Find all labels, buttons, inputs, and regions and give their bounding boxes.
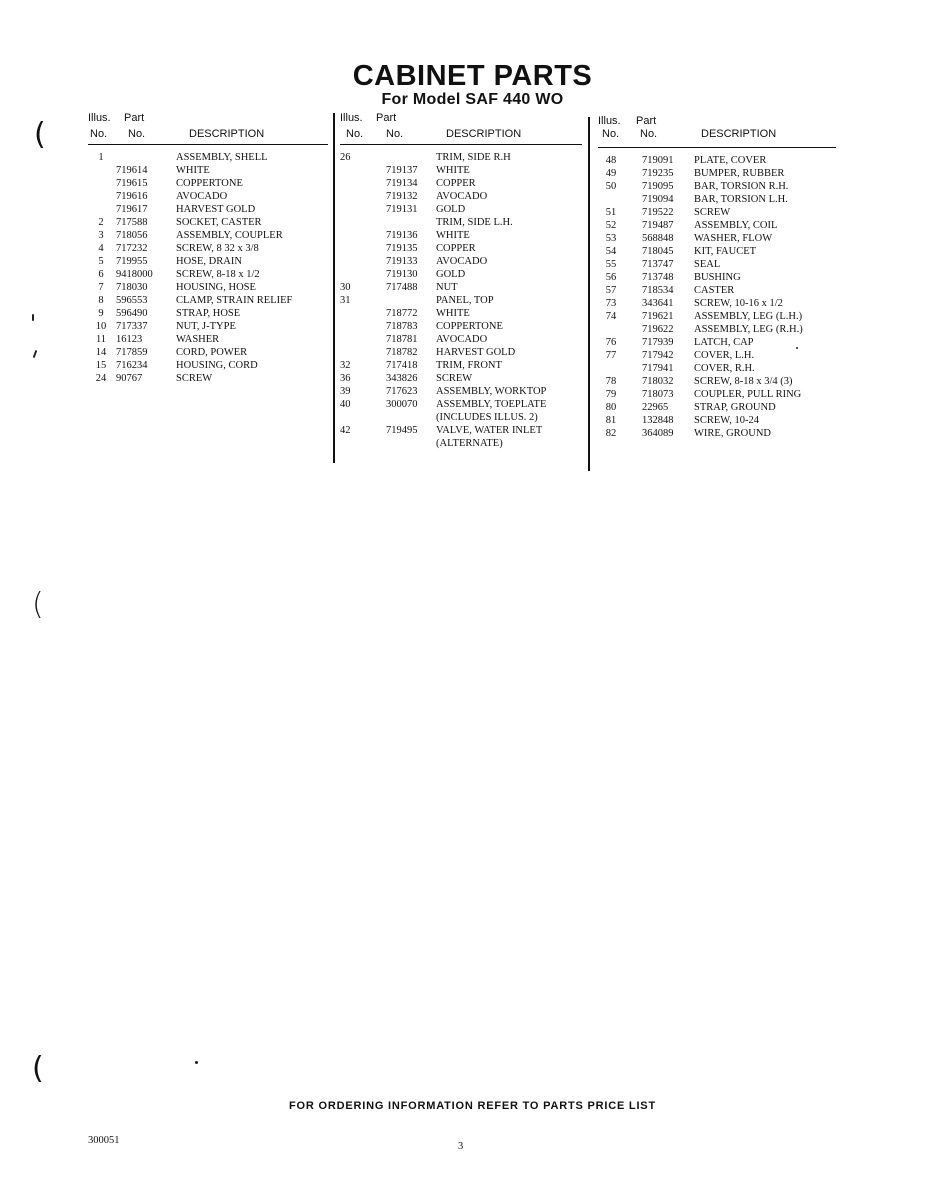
- part-description: COVER, R.H.: [694, 363, 755, 374]
- part-number: 713747: [642, 259, 674, 270]
- part-number: 719137: [386, 165, 418, 176]
- part-number: 718772: [386, 308, 418, 319]
- part-description: SCREW: [176, 373, 213, 384]
- table-row: [598, 401, 836, 414]
- part-number: 719135: [386, 243, 418, 254]
- header-illus-no: No.: [602, 128, 620, 140]
- part-number: 717942: [642, 350, 674, 361]
- part-description: BUMPER, RUBBER: [694, 168, 785, 179]
- column-header: [340, 112, 582, 145]
- illus-number: 51: [605, 207, 617, 218]
- part-description: ASSEMBLY, LEG (R.H.): [694, 324, 803, 335]
- table-row: [598, 349, 836, 362]
- scan-speck-icon: [195, 1061, 198, 1064]
- page-title: CABINET PARTS: [352, 60, 593, 92]
- header-description: DESCRIPTION: [701, 128, 777, 140]
- part-number: 719495: [386, 425, 418, 436]
- table-row: [340, 242, 582, 255]
- illus-number: 10: [95, 321, 107, 332]
- table-row: [88, 190, 328, 203]
- part-description: ASSEMBLY, COUPLER: [176, 230, 283, 241]
- illus-number: 74: [605, 311, 617, 322]
- table-row: [598, 362, 836, 375]
- part-description: WHITE: [436, 165, 470, 176]
- table-row: [598, 336, 836, 349]
- part-description: HOUSING, HOSE: [176, 282, 256, 293]
- part-description: BAR, TORSION L.H.: [694, 194, 788, 205]
- table-row: [598, 375, 836, 388]
- table-row: [88, 333, 328, 346]
- part-number: 9418000: [116, 269, 153, 280]
- table-row: [340, 164, 582, 177]
- parts-list: [598, 154, 836, 440]
- part-description: COPPERTONE: [176, 178, 243, 189]
- illus-number: 55: [605, 259, 617, 270]
- part-number: 343826: [386, 373, 418, 384]
- parts-column-2: [340, 112, 582, 450]
- table-row: [88, 281, 328, 294]
- illus-number: 81: [605, 415, 617, 426]
- part-number: 718056: [116, 230, 148, 241]
- part-number: 718781: [386, 334, 418, 345]
- part-number: 719235: [642, 168, 674, 179]
- table-row: [598, 284, 836, 297]
- part-number: 717418: [386, 360, 418, 371]
- illus-number: 2: [98, 217, 104, 228]
- part-description: CORD, POWER: [176, 347, 248, 358]
- part-number: 719134: [386, 178, 418, 189]
- part-description: GOLD: [436, 204, 466, 215]
- part-description: AVOCADO: [176, 191, 228, 202]
- scan-speck-icon: [796, 347, 798, 349]
- header-part-top: Part: [124, 112, 145, 124]
- part-number: 719955: [116, 256, 148, 267]
- header-illus-top: Illus.: [340, 112, 363, 124]
- table-row: [340, 190, 582, 203]
- illus-number: 14: [95, 347, 107, 358]
- part-description: TRIM, SIDE R.H: [436, 152, 511, 163]
- part-number: 719616: [116, 191, 148, 202]
- table-row: [88, 307, 328, 320]
- part-number: 713748: [642, 272, 674, 283]
- table-row: [88, 372, 328, 385]
- table-row: [598, 388, 836, 401]
- part-description: WHITE: [436, 308, 470, 319]
- part-number: 718534: [642, 285, 674, 296]
- illus-number: 7: [98, 282, 104, 293]
- table-row: 39 717623 ASSEMBLY, WORKTOP: [340, 386, 547, 397]
- part-description: WASHER, FLOW: [694, 233, 773, 244]
- part-description: SCREW, 10-16 x 1/2: [694, 298, 783, 309]
- part-description: LATCH, CAP: [694, 337, 754, 348]
- table-row: [598, 219, 836, 232]
- parts-column-1: [88, 112, 328, 385]
- illus-number: 4: [98, 243, 104, 254]
- ordering-footer: FOR ORDERING INFORMATION REFER TO PARTS PRICE LIST: [289, 1100, 656, 1112]
- part-description: SCREW: [436, 373, 473, 384]
- table-row: [88, 346, 328, 359]
- table-row: [88, 151, 328, 164]
- part-description: STRAP, HOSE: [176, 308, 241, 319]
- part-number: 717941: [642, 363, 674, 374]
- illus-number: 56: [605, 272, 617, 283]
- table-row: [598, 206, 836, 219]
- part-description: SOCKET, CASTER: [176, 217, 262, 228]
- header-illus-no: No.: [346, 128, 364, 140]
- scan-speck-icon: [33, 350, 38, 358]
- binder-hole-mark-icon: (: [34, 117, 46, 152]
- table-row: [598, 310, 836, 323]
- header-part-no: No.: [386, 128, 404, 140]
- illus-number: 54: [605, 246, 617, 257]
- part-description: ASSEMBLY, TOEPLATE: [436, 399, 547, 410]
- part-number: 719487: [642, 220, 674, 231]
- table-row: [340, 411, 582, 424]
- part-number: 717232: [116, 243, 148, 254]
- header-illus-top: Illus.: [598, 115, 621, 127]
- scan-speck-icon: [32, 314, 34, 321]
- part-description: SCREW: [694, 207, 731, 218]
- illus-number: 78: [605, 376, 617, 387]
- part-description: SCREW, 8-18 x 3/4 (3): [694, 376, 793, 387]
- part-number: 718030: [116, 282, 148, 293]
- part-description: WHITE: [436, 230, 470, 241]
- table-row: [88, 203, 328, 216]
- binder-hole-mark-icon: (: [32, 587, 44, 622]
- illus-number: 79: [605, 389, 617, 400]
- part-description: TRIM, FRONT: [436, 360, 502, 371]
- part-number: 717939: [642, 337, 674, 348]
- table-row: 40 300070 ASSEMBLY, TOEPLATE: [340, 399, 547, 410]
- illus-number: 73: [605, 298, 617, 309]
- part-description: HOUSING, CORD: [176, 360, 258, 371]
- part-number: 719614: [116, 165, 148, 176]
- table-row: [598, 297, 836, 310]
- illus-number: 6: [98, 269, 104, 280]
- part-description: WASHER: [176, 334, 220, 345]
- part-number: 364089: [642, 428, 674, 439]
- illus-number: 48: [605, 155, 617, 166]
- illus-number: 24: [95, 373, 107, 384]
- part-number: 300070: [386, 399, 418, 410]
- table-row: [340, 216, 582, 229]
- header-description: DESCRIPTION: [189, 128, 265, 140]
- part-description: CASTER: [694, 285, 735, 296]
- part-description: SCREW, 8-18 x 1/2: [176, 269, 260, 280]
- table-row: [598, 258, 836, 271]
- header-illus-no: No.: [90, 128, 108, 140]
- column-divider-left: [333, 113, 335, 463]
- illus-number: 15: [95, 360, 107, 371]
- illus-number: 52: [605, 220, 617, 231]
- part-description: WIRE, GROUND: [694, 428, 771, 439]
- part-number: 596490: [116, 308, 148, 319]
- part-description: BAR, TORSION R.H.: [694, 181, 789, 192]
- parts-column-3: [598, 115, 836, 440]
- part-description: HOSE, DRAIN: [176, 256, 242, 267]
- document-number: 300051: [88, 1135, 120, 1146]
- part-description: ASSEMBLY, COIL: [694, 220, 778, 231]
- part-description: STRAP, GROUND: [694, 402, 776, 413]
- part-number: 718073: [642, 389, 674, 400]
- illus-number: 3: [98, 230, 104, 241]
- parts-list: [88, 151, 328, 385]
- part-number: 719091: [642, 155, 674, 166]
- table-row: [340, 255, 582, 268]
- table-row: [598, 154, 836, 167]
- header-part-no: No.: [128, 128, 146, 140]
- part-number: 717859: [116, 347, 148, 358]
- parts-list: [340, 151, 582, 450]
- table-row: [88, 294, 328, 307]
- part-number: 718783: [386, 321, 418, 332]
- part-number: 719130: [386, 269, 418, 280]
- part-number: 717337: [116, 321, 148, 332]
- page-subtitle: For Model SAF 440 WO: [381, 91, 564, 108]
- part-number: 16123: [116, 334, 143, 345]
- binder-hole-mark-icon: (: [32, 1051, 44, 1086]
- table-row: [340, 268, 582, 281]
- part-number: 719615: [116, 178, 148, 189]
- part-number: 343641: [642, 298, 674, 309]
- part-description: SEAL: [694, 259, 721, 270]
- part-description: ASSEMBLY, WORKTOP: [436, 386, 547, 397]
- part-description: CLAMP, STRAIN RELIEF: [176, 295, 293, 306]
- table-row: [88, 229, 328, 242]
- part-description: AVOCADO: [436, 191, 488, 202]
- table-row: [88, 320, 328, 333]
- part-number: 719522: [642, 207, 674, 218]
- part-number: 132848: [642, 415, 674, 426]
- table-row: [88, 164, 328, 177]
- table-row: [598, 427, 836, 440]
- table-row: [340, 177, 582, 190]
- table-row: 42 719495 VALVE, WATER INLET: [340, 425, 543, 436]
- table-row: [88, 242, 328, 255]
- part-description: NUT, J-TYPE: [176, 321, 236, 332]
- header-illus-top: Illus.: [88, 112, 111, 124]
- table-row: 31 PANEL, TOP: [340, 295, 494, 306]
- part-number: 717623: [386, 386, 418, 397]
- part-description: (INCLUDES ILLUS. 2): [436, 412, 538, 423]
- table-row: [598, 414, 836, 427]
- part-description: PLATE, COVER: [694, 155, 767, 166]
- table-row: [340, 229, 582, 242]
- header-part-no: No.: [640, 128, 658, 140]
- part-number: 22965: [642, 402, 669, 413]
- part-number: 717588: [116, 217, 148, 228]
- illus-number: 53: [605, 233, 617, 244]
- table-row: [340, 333, 582, 346]
- illus-number: 76: [605, 337, 617, 348]
- table-row: [340, 346, 582, 359]
- part-description: SCREW, 8 32 x 3/8: [176, 243, 259, 254]
- part-number: 719094: [642, 194, 674, 205]
- part-number: 719617: [116, 204, 148, 215]
- table-row: [598, 245, 836, 258]
- table-row: [598, 323, 836, 336]
- table-row: 32 717418 TRIM, FRONT: [340, 360, 502, 371]
- table-row: [340, 320, 582, 333]
- part-description: AVOCADO: [436, 256, 488, 267]
- part-number: 719622: [642, 324, 674, 335]
- page-number: 3: [458, 1141, 464, 1152]
- part-number: 719132: [386, 191, 418, 202]
- part-description: NUT: [436, 282, 458, 293]
- illus-number: 82: [605, 428, 617, 439]
- illus-number: 80: [605, 402, 617, 413]
- part-description: TRIM, SIDE L.H.: [436, 217, 513, 228]
- part-number: 568848: [642, 233, 674, 244]
- part-description: GOLD: [436, 269, 466, 280]
- table-row: [88, 255, 328, 268]
- table-row: [88, 268, 328, 281]
- part-number: 717488: [386, 282, 418, 293]
- part-description: ASSEMBLY, SHELL: [176, 152, 268, 163]
- header-description: DESCRIPTION: [446, 128, 522, 140]
- header-part-top: Part: [376, 112, 397, 124]
- part-description: ASSEMBLY, LEG (L.H.): [694, 311, 803, 322]
- part-number: 719133: [386, 256, 418, 267]
- table-row: [340, 437, 582, 450]
- part-description: HARVEST GOLD: [176, 204, 256, 215]
- illus-number: 11: [95, 334, 107, 345]
- part-description: HARVEST GOLD: [436, 347, 516, 358]
- table-row: [340, 307, 582, 320]
- part-number: 718032: [642, 376, 674, 387]
- column-divider-right: [588, 117, 590, 471]
- table-row: [598, 232, 836, 245]
- part-number: 596553: [116, 295, 148, 306]
- part-number: 718782: [386, 347, 418, 358]
- part-number: 718045: [642, 246, 674, 257]
- table-row: 30 717488 NUT: [340, 282, 458, 293]
- part-number: 716234: [116, 360, 148, 371]
- column-header: [88, 112, 328, 145]
- illus-number: 8: [98, 295, 104, 306]
- part-description: COUPLER, PULL RING: [694, 389, 802, 400]
- table-row: [598, 193, 836, 206]
- table-row: [598, 180, 836, 193]
- part-description: AVOCADO: [436, 334, 488, 345]
- part-description: WHITE: [176, 165, 210, 176]
- illus-number: 57: [605, 285, 617, 296]
- part-description: COPPERTONE: [436, 321, 503, 332]
- part-description: VALVE, WATER INLET: [436, 425, 543, 436]
- part-description: SCREW, 10-24: [694, 415, 759, 426]
- part-number: 719131: [386, 204, 418, 215]
- part-description: COPPER: [436, 243, 476, 254]
- table-row: [88, 359, 328, 372]
- part-description: COPPER: [436, 178, 476, 189]
- table-row: 26 TRIM, SIDE R.H: [340, 152, 511, 163]
- part-number: 719621: [642, 311, 674, 322]
- part-number: 719136: [386, 230, 418, 241]
- table-row: 36 343826 SCREW: [340, 373, 473, 384]
- part-description: COVER, L.H.: [694, 350, 755, 361]
- part-description: BUSHING: [694, 272, 741, 283]
- illus-number: 50: [605, 181, 617, 192]
- table-row: [598, 271, 836, 284]
- table-row: [88, 177, 328, 190]
- table-row: [88, 216, 328, 229]
- table-row: [598, 167, 836, 180]
- part-description: PANEL, TOP: [436, 295, 494, 306]
- illus-number: 49: [605, 168, 617, 179]
- part-number: 719095: [642, 181, 674, 192]
- illus-number: 77: [605, 350, 617, 361]
- part-number: 90767: [116, 373, 143, 384]
- illus-number: 9: [98, 308, 104, 319]
- column-header: [598, 115, 836, 148]
- illus-number: 5: [98, 256, 104, 267]
- illus-number: 1: [98, 152, 104, 163]
- header-part-top: Part: [636, 115, 657, 127]
- part-description: KIT, FAUCET: [694, 246, 757, 257]
- part-description: (ALTERNATE): [436, 438, 503, 449]
- table-row: [340, 203, 582, 216]
